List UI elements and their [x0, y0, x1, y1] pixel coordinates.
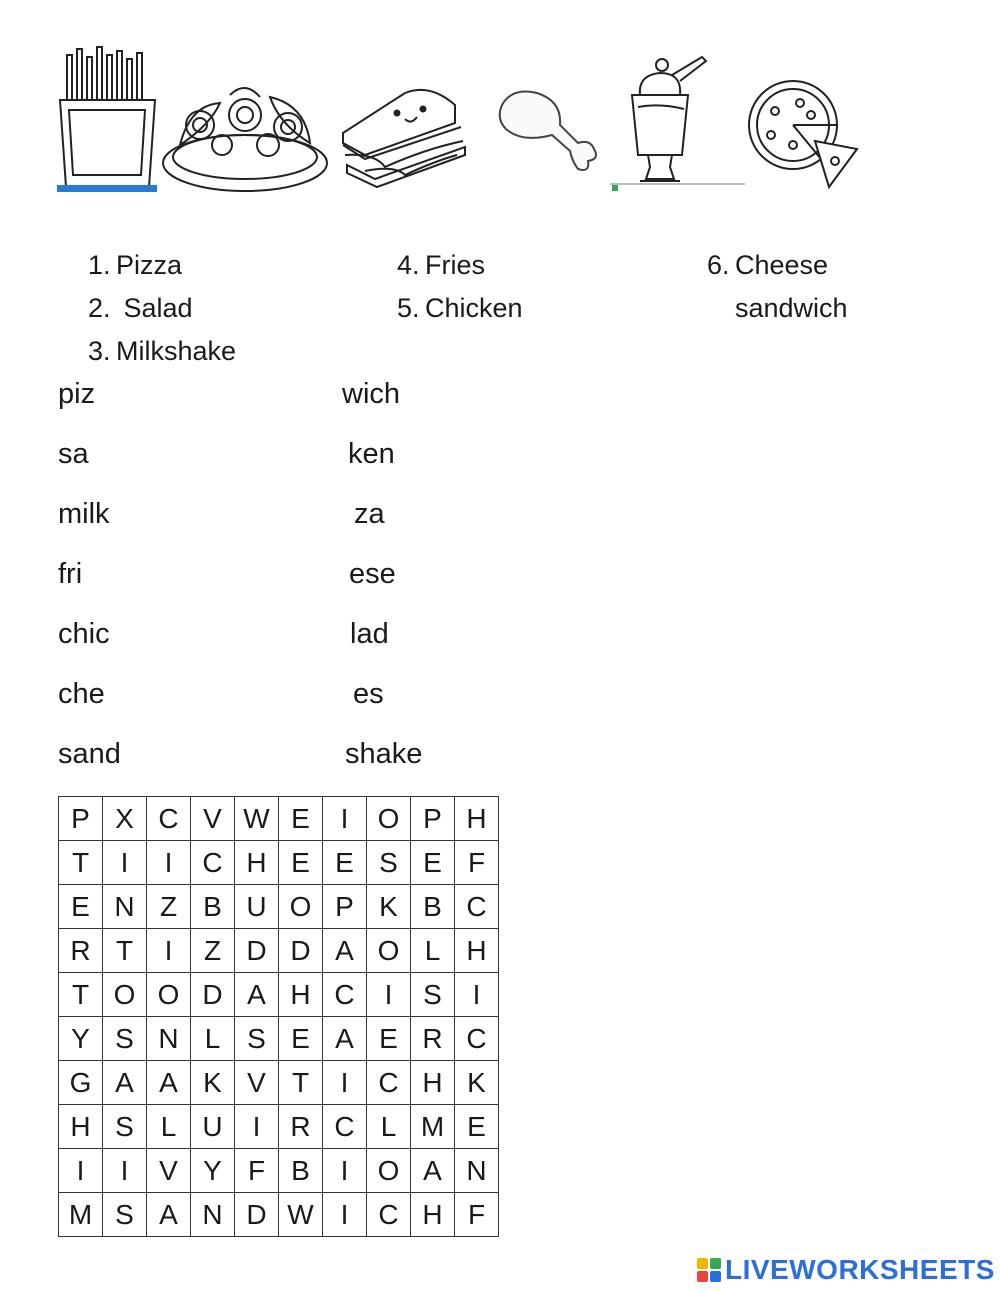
- grid-cell: C: [191, 841, 235, 885]
- grid-cell: H: [455, 929, 499, 973]
- grid-cell: C: [455, 1017, 499, 1061]
- grid-cell: V: [191, 797, 235, 841]
- grid-row: [59, 797, 499, 841]
- grid-cell: S: [103, 1105, 147, 1149]
- grid-cell: C: [367, 1061, 411, 1105]
- grid-cell: M: [411, 1105, 455, 1149]
- grid-cell: U: [235, 885, 279, 929]
- fragment-left: milk: [58, 498, 110, 530]
- grid-cell: K: [367, 885, 411, 929]
- grid-cell: O: [367, 797, 411, 841]
- grid-cell: W: [279, 1193, 323, 1237]
- grid-cell: T: [59, 841, 103, 885]
- grid-cell: A: [235, 973, 279, 1017]
- liveworksheets-logo: [697, 1253, 995, 1287]
- grid-cell: M: [59, 1193, 103, 1237]
- grid-cell: V: [147, 1149, 191, 1193]
- grid-cell: H: [279, 973, 323, 1017]
- grid-cell: A: [323, 929, 367, 973]
- fragment-right: ken: [348, 438, 395, 470]
- grid-row: [59, 841, 499, 885]
- grid-cell: C: [147, 797, 191, 841]
- grid-cell: S: [367, 841, 411, 885]
- grid-cell: O: [279, 885, 323, 929]
- grid-row: [59, 973, 499, 1017]
- grid-cell: D: [235, 929, 279, 973]
- fragment-left: che: [58, 678, 105, 710]
- fragment-left: fri: [58, 558, 83, 590]
- pizza-icon: [745, 75, 860, 193]
- grid-cell: R: [279, 1105, 323, 1149]
- list-item: sandwich: [735, 293, 848, 323]
- milkshake-icon: [610, 55, 745, 195]
- grid-cell: S: [235, 1017, 279, 1061]
- grid-cell: C: [367, 1193, 411, 1237]
- grid-row: [59, 885, 499, 929]
- grid-row: [59, 1017, 499, 1061]
- grid-cell: S: [103, 1017, 147, 1061]
- fragment-left: sa: [58, 438, 89, 470]
- grid-cell: I: [323, 797, 367, 841]
- grid-cell: F: [235, 1149, 279, 1193]
- grid-cell: B: [191, 885, 235, 929]
- grid-cell: T: [279, 1061, 323, 1105]
- grid-cell: C: [323, 1105, 367, 1149]
- grid-cell: O: [367, 1149, 411, 1193]
- grid-cell: I: [323, 1061, 367, 1105]
- grid-cell: W: [235, 797, 279, 841]
- grid-cell: I: [147, 929, 191, 973]
- grid-cell: C: [323, 973, 367, 1017]
- grid-cell: L: [147, 1105, 191, 1149]
- grid-cell: E: [279, 797, 323, 841]
- list-item: 3. Milkshake: [88, 336, 237, 366]
- list-item: 1. Pizza: [88, 250, 183, 280]
- grid-cell: I: [147, 841, 191, 885]
- food-pictures: [55, 45, 865, 200]
- grid-cell: L: [191, 1017, 235, 1061]
- grid-cell: I: [103, 1149, 147, 1193]
- grid-cell: I: [59, 1149, 103, 1193]
- grid-cell: H: [59, 1105, 103, 1149]
- grid-cell: E: [323, 841, 367, 885]
- grid-cell: A: [103, 1061, 147, 1105]
- fragment-right: shake: [345, 738, 423, 770]
- grid-cell: P: [59, 797, 103, 841]
- grid-cell: S: [411, 973, 455, 1017]
- list-item: 5. Chicken: [397, 293, 523, 323]
- grid-cell: T: [103, 929, 147, 973]
- word-list-col3: [707, 244, 848, 330]
- fragment-right: za: [354, 498, 385, 530]
- grid-cell: T: [59, 973, 103, 1017]
- grid-cell: H: [235, 841, 279, 885]
- word-search-grid: [58, 796, 499, 1237]
- grid-cell: X: [103, 797, 147, 841]
- grid-cell: Z: [191, 929, 235, 973]
- list-item: 2. Salad: [88, 293, 193, 323]
- grid-cell: E: [279, 841, 323, 885]
- grid-cell: F: [455, 841, 499, 885]
- fragment-left: piz: [58, 378, 96, 410]
- logo-text: LIVEWORKSHEETS: [725, 1254, 995, 1285]
- logo-blocks-icon: [697, 1258, 721, 1282]
- grid-cell: R: [59, 929, 103, 973]
- grid-cell: A: [411, 1149, 455, 1193]
- grid-cell: H: [455, 797, 499, 841]
- grid-cell: I: [367, 973, 411, 1017]
- fries-icon: [55, 45, 160, 195]
- grid-cell: N: [455, 1149, 499, 1193]
- grid-row: [59, 1193, 499, 1237]
- grid-cell: A: [147, 1193, 191, 1237]
- grid-cell: A: [323, 1017, 367, 1061]
- fragment-right: lad: [350, 618, 389, 650]
- grid-cell: D: [191, 973, 235, 1017]
- grid-cell: B: [279, 1149, 323, 1193]
- list-item: 4. Fries: [397, 250, 485, 280]
- grid-cell: E: [411, 841, 455, 885]
- fragment-left: sand: [58, 738, 121, 770]
- grid-cell: F: [455, 1193, 499, 1237]
- sandwich-icon: [335, 83, 485, 195]
- grid-cell: D: [279, 929, 323, 973]
- fragment-right: wich: [342, 378, 401, 410]
- grid-cell: E: [59, 885, 103, 929]
- grid-cell: H: [411, 1061, 455, 1105]
- salad-icon: [160, 75, 330, 195]
- grid-cell: E: [455, 1105, 499, 1149]
- grid-cell: B: [411, 885, 455, 929]
- grid-cell: I: [235, 1105, 279, 1149]
- grid-cell: O: [103, 973, 147, 1017]
- chicken-leg-icon: [492, 85, 604, 175]
- grid-cell: E: [367, 1017, 411, 1061]
- grid-cell: D: [235, 1193, 279, 1237]
- grid-row: [59, 1149, 499, 1193]
- grid-cell: N: [191, 1193, 235, 1237]
- grid-cell: U: [191, 1105, 235, 1149]
- fragment-right: ese: [349, 558, 396, 590]
- grid-cell: L: [367, 1105, 411, 1149]
- grid-cell: S: [103, 1193, 147, 1237]
- grid-cell: G: [59, 1061, 103, 1105]
- grid-cell: I: [455, 973, 499, 1017]
- grid-row: [59, 1061, 499, 1105]
- grid-cell: I: [323, 1149, 367, 1193]
- grid-row: [59, 1105, 499, 1149]
- grid-cell: Z: [147, 885, 191, 929]
- grid-cell: V: [235, 1061, 279, 1105]
- grid-cell: R: [411, 1017, 455, 1061]
- grid-cell: P: [411, 797, 455, 841]
- grid-cell: I: [103, 841, 147, 885]
- grid-cell: O: [367, 929, 411, 973]
- list-item: 6. Cheese: [707, 250, 829, 280]
- grid-cell: E: [279, 1017, 323, 1061]
- grid-cell: Y: [59, 1017, 103, 1061]
- grid-cell: H: [411, 1193, 455, 1237]
- word-list-col1: [88, 244, 236, 373]
- grid-cell: C: [455, 885, 499, 929]
- grid-cell: Y: [191, 1149, 235, 1193]
- grid-cell: K: [455, 1061, 499, 1105]
- grid-cell: O: [147, 973, 191, 1017]
- grid-cell: L: [411, 929, 455, 973]
- fragment-right: es: [353, 678, 384, 710]
- fragment-left: chic: [58, 618, 110, 650]
- grid-row: [59, 929, 499, 973]
- grid-cell: N: [147, 1017, 191, 1061]
- grid-cell: N: [103, 885, 147, 929]
- grid-cell: P: [323, 885, 367, 929]
- grid-cell: A: [147, 1061, 191, 1105]
- grid-cell: I: [323, 1193, 367, 1237]
- grid-cell: K: [191, 1061, 235, 1105]
- word-list-col2: [397, 244, 523, 330]
